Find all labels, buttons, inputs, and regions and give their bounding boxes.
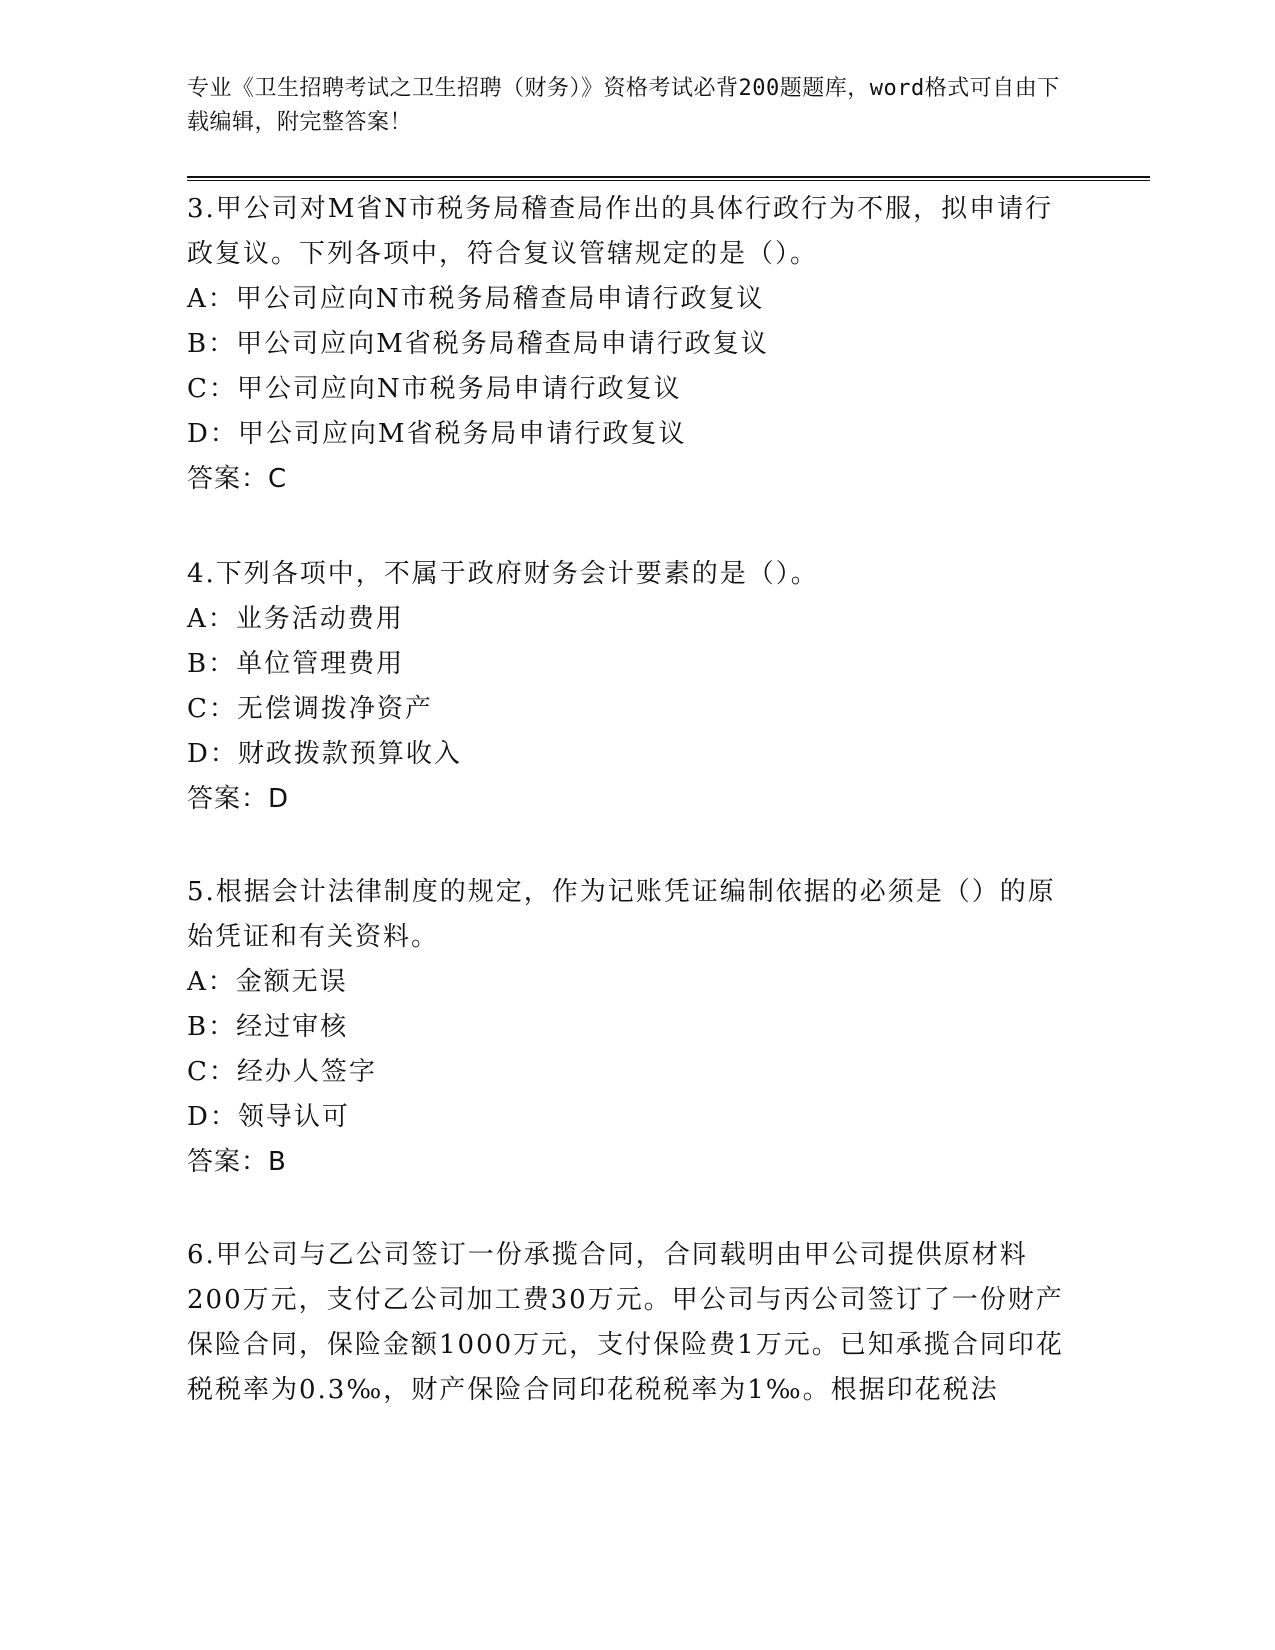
answer: 答案：D [187, 784, 290, 814]
question-5 [187, 870, 1067, 1185]
answer: 答案：B [187, 1147, 287, 1177]
option-a: A：金额无误 [187, 967, 348, 997]
option-a: A：甲公司应向N市税务局稽查局申请行政复议 [187, 284, 765, 314]
question-stem: 6.甲公司与乙公司签订一份承揽合同，合同载明由甲公司提供原材料200万元，支付乙公司加工费30万元。甲公司与丙公司签订了一份财产保险合同，保险金额1000万元，支付保险费1万元。已知承揽合同印花税税率为0.3‰，财产保险合同印花税税率为1‰。根据印花税法 [187, 1240, 1064, 1405]
question-4 [187, 552, 1067, 822]
option-d: D：财政拨款预算收入 [187, 739, 462, 769]
question-stem: 5.根据会计法律制度的规定，作为记账凭证编制依据的必须是（）的原始凭证和有关资料。 [187, 877, 1056, 952]
option-b: B：甲公司应向M省税务局稽查局申请行政复议 [187, 329, 769, 359]
option-b: B：单位管理费用 [187, 649, 405, 679]
question-3 [187, 187, 1067, 502]
question-stem: 3.甲公司对M省N市税务局稽查局作出的具体行政行为不服，拟申请行政复议。下列各项中，符合复议管辖规定的是（）。 [187, 194, 1054, 269]
question-stem: 4.下列各项中，不属于政府财务会计要素的是（）。 [187, 559, 819, 589]
option-c: C：无偿调拨净资产 [187, 694, 433, 724]
document-header: 专业《卫生招聘考试之卫生招聘（财务）》资格考试必背200题题库，word格式可自由下载编辑，附完整答案！ [187, 76, 1060, 135]
answer: 答案：C [187, 464, 288, 494]
option-d: D：甲公司应向M省税务局申请行政复议 [187, 419, 687, 449]
option-b: B：经过审核 [187, 1012, 349, 1042]
option-a: A：业务活动费用 [187, 604, 404, 634]
question-6 [187, 1233, 1067, 1413]
option-c: C：甲公司应向N市税务局申请行政复议 [187, 374, 682, 404]
option-c: C：经办人签字 [187, 1057, 377, 1087]
option-d: D：领导认可 [187, 1102, 350, 1132]
header-divider [187, 176, 1150, 181]
